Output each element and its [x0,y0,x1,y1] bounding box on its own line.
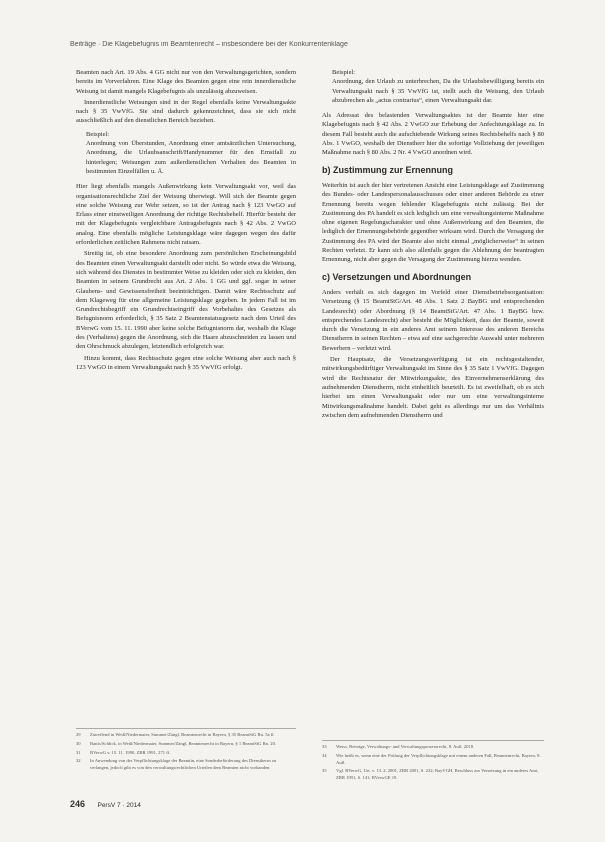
footnote [76,732,296,739]
left-column [76,68,296,374]
footnote [322,768,544,782]
footnotes-right [322,740,544,784]
section-heading-c: c) Versetzungen und Abordnungen [322,271,472,282]
paragraph: Innerdienstliche Weisungen sind in der Regel ebenfalls keine Verwaltungsakte nach § 35 VwVfG. Sie sind dadurch gekennzeichnet, dass sie sich nicht ausschließlich auf den dienstlichen Bereich beziehen. [76,98,296,125]
footnote-text: Battis/Schlick, in Weiß/Niedermaier, Summer/Zängl, Beamtenrecht in Bayern, § 1 BeamtStG Rn. 20. [90,740,277,746]
journal-issue: PersV 7 · 2014 [97,802,141,809]
footnote-text: Weiss, Beiträge, Verwaltungs- und Verwaltungsprozessrecht, 8. Aufl. 2018. [336,744,475,749]
footnote [76,750,296,757]
footnote-text: Vgl. BVerwG, Urt. v. 13. 2. 2001, ZBR 2001, S. 232; BayVGH, Beschluss zur Versetzung in ein anderes Amt, ZBR 1991, S. 141; BVerwGE 19. [336,768,539,781]
footnote [322,744,544,751]
paragraph: Anders verhält es sich dagegen im Vorfeld einer Dienstbetriebsorganisation: Versetzung (§ 15 BeamtStG/Art. 48 Abs. 1 Satz 2 BayBG und entsprechenden Landesrecht) oder Abordnung (§ 14 BeamtStG/Art. 47 Abs. 1 BayBG bzw. entsprechendes Landesrecht) aber besteht die Möglichkeit, dass der Beamte, soweit durch die Versetzung in ein anderes Amt seinem Interesse des anderen Bereichs Dienstherrn in seinen Rechten – etwa auf eine sachgerechte Auswahl unter mehreren Bewerbern – verletzt wird. [322,288,544,352]
footnote [76,741,296,748]
running-head: Beiträge · Die Klagebefugnis im Beamtenrecht – insbesondere bei der Konkurrentenklage [70,41,348,48]
paragraph: Hinzu kommt, dass Rechtsschutz gegen eine solche Weisung aber auch nach § 123 VwGO in einem Verwaltungsakt nach § 35 VwVfG erfolgt. [76,354,296,371]
page-footer [70,794,141,812]
footnote-number: 35 [322,768,327,774]
example-title: Beispiel: [332,69,356,76]
footnote-text: In Anwendung von der Verpflichtungsklage der Beamtin, eine Sonderbeförderung des Dienstherrn zu verlangen, jedoch gibt es von den verwaltungsrechtlichen Urteilen dem Beamten nicht vorhanden. [90,758,277,771]
paragraph: Streitig ist, ob eine besondere Anordnung zum persönlichen Erscheinungsbild des Beamten einen Verwaltungsakt darstellt oder nicht. So würde etwa die Weisung, sich während des Dienstes in bestimmter Weise zu kleiden oder sich zu kleiden, den Beamten in seinem Grundrecht aus Art. 2 Abs. 1 GG und ggf. sogar in seiner Glaubens- und Gewissensfreiheit beeinträchtigen. Damit wäre Rechtsschutz auf dem Klageweg für eine allgemeine Leistungsklage gegeben. In jedem Fall ist im Grundrechtsbegriff ein Grundrechtseingriff des Vorbehaltes des Gesetzes als Befugnisnorm erforderlich, § 35 Satz 2 Beamtenstatusgesetz nach dem Urteil des BVerwG vom 15. 11. 1990 aber keine solche Befugnisnorm dar, weshalb die Klage des (Verhaltens) gegen die Anordnung, sich die Haare abzuschneiden zu lassen und den Ohrschmuck abzulegen, letztendlich erfolgreich war. [76,250,296,351]
footnote-number: 31 [76,749,81,755]
footnote-number: 29 [76,732,81,737]
footnote-text: Zutreffend in Weiß/Niedermaier, Summer/Zängl, Beamtenrecht in Bayern, § 35 BeamtStG Rn. 5a ff. [90,732,275,737]
footnote [76,758,296,772]
footnotes-left [76,728,296,774]
footnote-number: 34 [322,752,327,758]
example-block [86,130,296,176]
section-heading-b: b) Zustimmung zur Ernennung [322,164,453,175]
paragraph: Beamten nach Art. 19 Abs. 4 GG nicht nur von den Verwaltungsgerichten, sondern bereits im Vorverfahren. Eine Klage des Beamten gegen eine rein innerdienstliche Weisung ist damit mangels Klagebefugnis als unzulässig abzuweisen. [76,69,296,95]
footnote-number: 33 [322,744,327,749]
page-number: 246 [70,799,86,809]
footnote-text: Wie heißt es, wenn eine der Prüfung der Verpflichtungsklage mit einem anderen Fall, Beamtenrecht, Bayern, 8. Aufl. [336,752,541,765]
footnote [322,753,544,767]
example-text: Anordnung von Überstunden, Anordnung einer amtsärztlichen Untersuchung, Anordnung, die Urlaubsanschrift/Handynummer für den Ernstfall zu hinterlegen; Weisungen zum außerdienstlichen Verhalten des Beamten in bestimmten Einzelfällen u. Ä. [86,140,296,175]
footnote-number: 32 [76,758,81,764]
footnote-number: 30 [76,740,81,746]
paragraph: Weiterhin ist auch der hier vertretenen Ansicht eine Leistungsklage auf Zustimmung des Bundes- oder Landespersonalausschusses oder einer anderen Behörde zu einer Ernennung bereits wegen fehlender Klagebefugnis nicht zulässig. Bei der Zustimmung des PA handelt es sich lediglich um eine verwaltungsinterne Maßnahme ohne eigenen Regelungscharakter und ohne Außenwirkung auf den Beamten, die lediglich der Ernennungsbehörde gegenüber wirksam wird. Durch die Versagung der Zustimmung des PA wird der Beamte also nicht einmal „möglicherweise“ in seinen Rechten verletzt. Er kann sich also allenfalls gegen die Ablehnung der beantragten Ernennung, nicht aber gegen die Versagung der Zustimmung hierzu wenden. [322,181,544,264]
example-title: Beispiel: [86,130,110,138]
paragraph: Hier liegt ebenfalls mangels Außenwirkung kein Verwaltungsakt vor, weil das organisationsrechtliche Ziel der Weisung überwiegt. Will sich der Beamte gegen eine solche Weisung zur Wehr setzen, so ist der Antrag nach § 123 VwGO auf Erlass einer einstweiligen Anordnung der richtige Rechtsbehelf. Hierfür besteht der mit der Klagebefugnis vergleichbare Antragsbefugnis nach § 42 Abs. 2 VwGO analog. Eine ebenfalls mögliche Leistungsklage wäre dagegen wegen des dafür erforderlichen zeitlichen Rahmens nicht ratsam. [76,183,296,247]
right-column [322,68,544,422]
example-text: Anordnung, den Urlaub zu unterbrechen, Da die Urlaubsbewilligung bereits ein Verwaltungsakt nach § 35 VwVfG ist, stellt auch die Weisung, den Urlaub abzubrechen als „actus contrarius“, einen Verwaltungsakt dar. [332,78,544,104]
paragraph: Der Hauptsatz, die Versetzungsverfügung ist ein rechtsgestaltender, mitwirkungsbedürftiger Verwaltungsakt im Sinne des § 35 Satz 1 VwVfG. Dagegen wird die Rechtsnatur der Mitwirkungsakte, des Einvernehmenserklärung des aufnehmenden Dienstherrn, nicht einheitlich beurteilt. Es ist zweifelhaft, ob es sich hierbei um einen Verwaltungsakt oder nur um eine verwaltungsinterne Mitwirkungsmaßnahme handelt. Dabei geht es allerdings nur um das Verhältnis zwischen dem aufnehmenden Dienstherrn und [322,356,544,419]
footnote-text: BVerwG v. 15. 11. 1990, ZBR 1991, 271 ff. [90,749,171,755]
example-block [332,68,544,105]
paragraph: Als Adressat des belastenden Verwaltungsaktes ist der Beamte hier eine Klagebefugnis nach § 42 Abs. 2 VwGO zur Erhebung der Anfechtungsklage zu. In diesem Fall besteht auch die aufschiebende Wirkung seines Rechtsbehelfs nach § 80 Abs. 1 VwGO, weshalb der Dienstherr hier die sofortige Vollziehung der jeweiligen Maßnahme nach § 80 Abs. 2 Nr. 4 VwGO anordnen wird. [322,112,544,157]
